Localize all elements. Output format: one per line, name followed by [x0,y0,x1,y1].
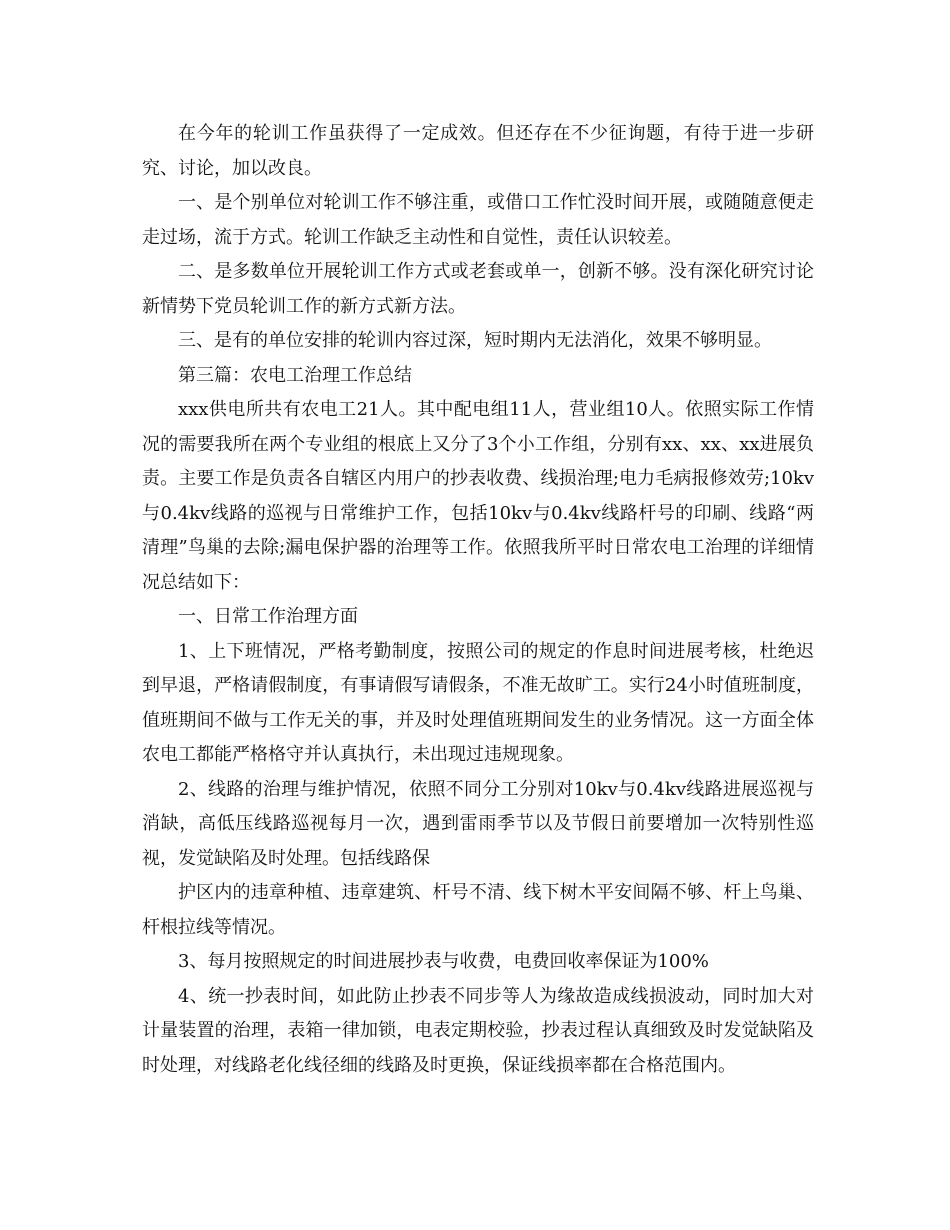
paragraph-issue-1: 一、是个别单位对轮训工作不够注重，或借口工作忙没时间开展，或随随意便走走过场，流于方式。轮训工作缺乏主动性和自觉性，责任认识较差。 [142,192,814,248]
paragraph-issue-3: 三、是有的单位安排的轮训内容过深，短时期内无法消化，效果不够明显。 [178,330,772,351]
paragraph-item-4: 4、统一抄表时间，如此防止抄表不同步等人为缘故造成线损波动，同时加大对计量装置的治理，表箱一律加锁，电表定期校验，抄表过程认真细致及时发觉缺陷及时处理，对线路老化线径细的线路及时更换，保证线损率都在合格范围内。 [142,985,814,1076]
section-heading: 第三篇：农电工治理工作总结 [178,364,412,386]
paragraph-training-issues-intro: 在今年的轮训工作虽获得了一定成效。但还存在不少征询题，有待于进一步研究、讨论，加以改良。 [142,123,814,179]
paragraph-item-2-continued: 护区内的违章种植、违章建筑、杆号不清、线下树木平安间隔不够、杆上鸟巢、杆根拉线等情况。 [142,882,814,938]
paragraph-item-1: 1、上下班情况，严格考勤制度，按照公司的规定的作息时间进展考核，杜绝迟到早退，严格请假制度，有事请假写请假条，不准无故旷工。实行24小时值班制度，值班期间不做与工作无关的事，并及时处理值班期间发生的业务情况。这一方面全体农电工都能严格格守并认真执行，未出现过违规现象。 [142,640,814,765]
paragraph-item-2: 2、线路的治理与维护情况，依照不同分工分别对10kv与0.4kv线路进展巡视与消缺，高低压线路巡视每月一次，遇到雷雨季节以及节假日前要增加一次特别性巡视，发觉缺陷及时处理。包括线路保 [142,778,814,869]
paragraph-item-3: 3、每月按照规定的时间进展抄表与收费，电费回收率保证为100% [178,951,709,972]
document-body [142,117,814,1083]
paragraph-issue-2: 二、是多数单位开展轮训工作方式或老套或单一，创新不够。没有深化研究讨论新情势下党员轮训工作的新方式新方法。 [142,261,814,317]
subsection-heading: 一、日常工作治理方面 [178,606,358,627]
paragraph-overview: xxx供电所共有农电工21人。其中配电组11人，营业组10人。依照实际工作情况的需要我所在两个专业组的根底上又分了3个小工作组，分别有xx、xx、xx进展负责。主要工作是负责各自辖区内用户的抄表收费、线损治理;电力毛病报修效劳;10kv与0.4kv线路的巡视与日常维护工作，包括10kv与0.4kv线路杆号的印刷、线路“两清理”鸟巢的去除;漏电保护器的治理等工作。依照我所平时日常农电工治理的详细情况总结如下： [142,399,814,593]
